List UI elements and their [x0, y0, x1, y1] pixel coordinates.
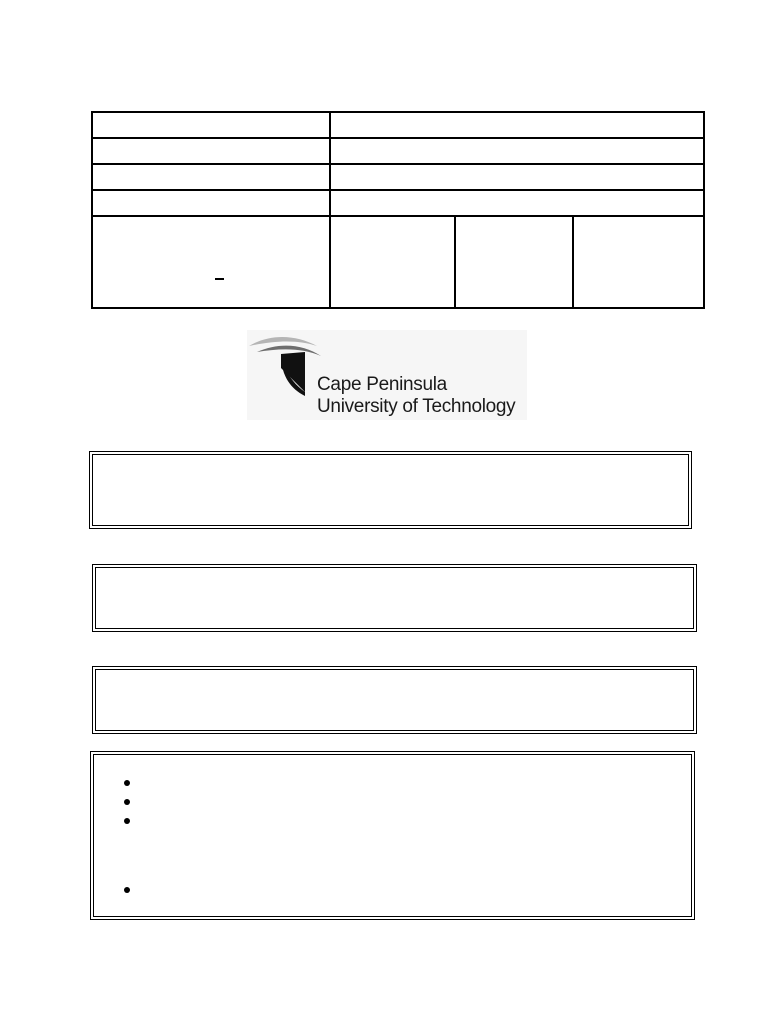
table-cell-value	[330, 138, 704, 164]
table-cell-value	[330, 112, 704, 138]
table-cell-label	[92, 190, 330, 216]
table-row	[92, 164, 704, 190]
table-row	[92, 112, 704, 138]
logo-name-line1: Cape Peninsula	[317, 374, 447, 395]
table-row	[92, 216, 704, 308]
table-cell	[455, 216, 573, 308]
text-box-2	[92, 564, 697, 632]
table-row	[92, 190, 704, 216]
bullet-list-box	[90, 751, 695, 920]
bullet-icon	[124, 887, 130, 893]
table-cell-label	[92, 164, 330, 190]
university-logo	[247, 330, 527, 420]
table-cell	[330, 216, 455, 308]
text-box-1	[89, 451, 692, 529]
table-cell-label	[92, 112, 330, 138]
table-cell-label	[92, 138, 330, 164]
text-box-3	[92, 666, 697, 734]
bullet-icon	[124, 799, 130, 805]
table-row	[92, 138, 704, 164]
table-cell-value	[330, 190, 704, 216]
dash-mark	[215, 278, 224, 280]
bullet-icon	[124, 818, 130, 824]
header-table	[91, 111, 705, 309]
logo-name-line2: University of Technology	[317, 396, 516, 417]
table-cell-value	[330, 164, 704, 190]
logo-wave-light	[249, 337, 317, 346]
bullet-icon	[124, 780, 130, 786]
table-cell-label	[92, 216, 330, 308]
table-cell	[573, 216, 704, 308]
